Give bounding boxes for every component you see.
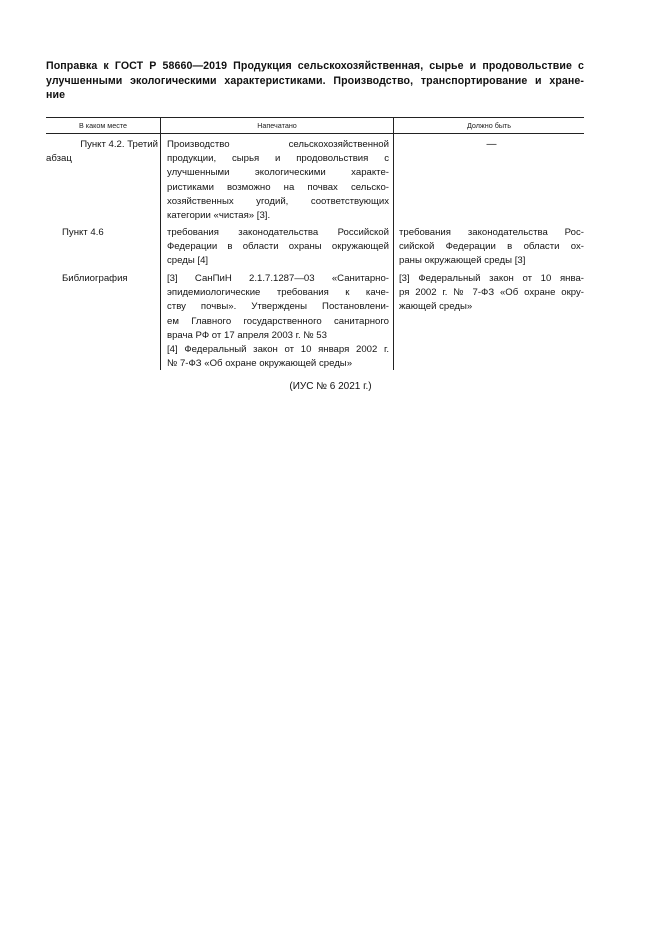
row-1-place-line: абзац — [46, 153, 72, 165]
table-row-3-printed — [167, 272, 389, 371]
table-row-1-should-be: — — [486, 139, 497, 150]
table-top-rule — [46, 117, 584, 118]
table-header-should-be: Должно быть — [466, 121, 512, 130]
title-line-3: ние — [46, 89, 66, 101]
row-3-printed-line: [4] Федеральный закон от 10 января 2002 г. — [167, 344, 389, 356]
row-2-printed-line: Федерации в области охраны окружающей — [167, 241, 389, 253]
table-row-1-place — [46, 138, 158, 166]
row-2-printed-line: требования законодательства Российской — [167, 227, 389, 238]
row-3-printed-line: врача РФ от 17 апреля 2003 г. № 53 — [167, 329, 327, 341]
document-title — [46, 59, 584, 103]
table-row-1-printed — [167, 138, 389, 223]
row-1-printed-line: хозяйственных угодий, соответствующих — [167, 195, 389, 207]
table-row-2-should-be — [399, 226, 584, 269]
row-3-printed-line: ству почвы». Утверждены Постановлени- — [167, 301, 389, 313]
row-3-printed-line: № 7-ФЗ «Об охране окружающей среды» — [167, 358, 353, 370]
row-3-place-line: Библиография — [62, 273, 128, 284]
row-1-place-line: Пункт 4.2. Третий — [80, 139, 158, 150]
row-3-should-be-line: ря 2002 г. № 7-ФЗ «Об охране окру- — [399, 287, 584, 299]
table-row-2-place — [46, 226, 158, 240]
row-2-should-be-line: сийской Федерации в области ох- — [399, 241, 584, 253]
row-3-printed-line: [3] СанПиН 2.1.7.1287—03 «Санитарно- — [167, 273, 389, 284]
row-3-printed-line: ем Главного государственного санитарного — [167, 315, 389, 327]
row-2-should-be-line: требования законодательства Рос- — [399, 227, 584, 238]
table-row-3-should-be — [399, 272, 584, 315]
table-column-divider-2 — [393, 117, 394, 370]
row-2-printed-line: среды [4] — [167, 255, 209, 267]
row-2-should-be-line: раны окружающей среды [3] — [399, 255, 526, 267]
table-header-printed: Напечатано — [257, 121, 297, 130]
table-column-divider-1 — [160, 117, 161, 370]
row-3-should-be-line: [3] Федеральный закон от 10 янва- — [399, 273, 584, 284]
table-row-3-place — [46, 272, 158, 286]
row-2-place-line: Пункт 4.6 — [62, 227, 104, 238]
issue-reference: (ИУС № 6 2021 г.) — [289, 381, 372, 392]
title-line-2: улучшенными экологическими характеристиками. Производство, транспортирование и хране- — [46, 74, 584, 87]
table-header-place: В каком месте — [79, 121, 127, 130]
table-row-2-printed — [167, 226, 389, 269]
row-1-printed-line: улучшенными экологическими характе- — [167, 167, 389, 179]
row-1-printed-line: продукции, сырья и продовольствия с — [167, 153, 389, 165]
row-3-should-be-line: жающей среды» — [399, 301, 473, 313]
row-1-printed-line: Производство сельскохозяйственной — [167, 139, 389, 150]
row-1-printed-line: ристиками возможно на почвах сельско- — [167, 181, 389, 193]
table-header-rule — [46, 133, 584, 134]
row-1-printed-line: категории «чистая» [3]. — [167, 210, 271, 222]
row-3-printed-line: эпидемиологические требования к каче- — [167, 287, 389, 299]
title-line-1: Поправка к ГОСТ Р 58660—2019 Продукция сельскохозяйственная, сырье и продовольствие с — [46, 60, 584, 72]
